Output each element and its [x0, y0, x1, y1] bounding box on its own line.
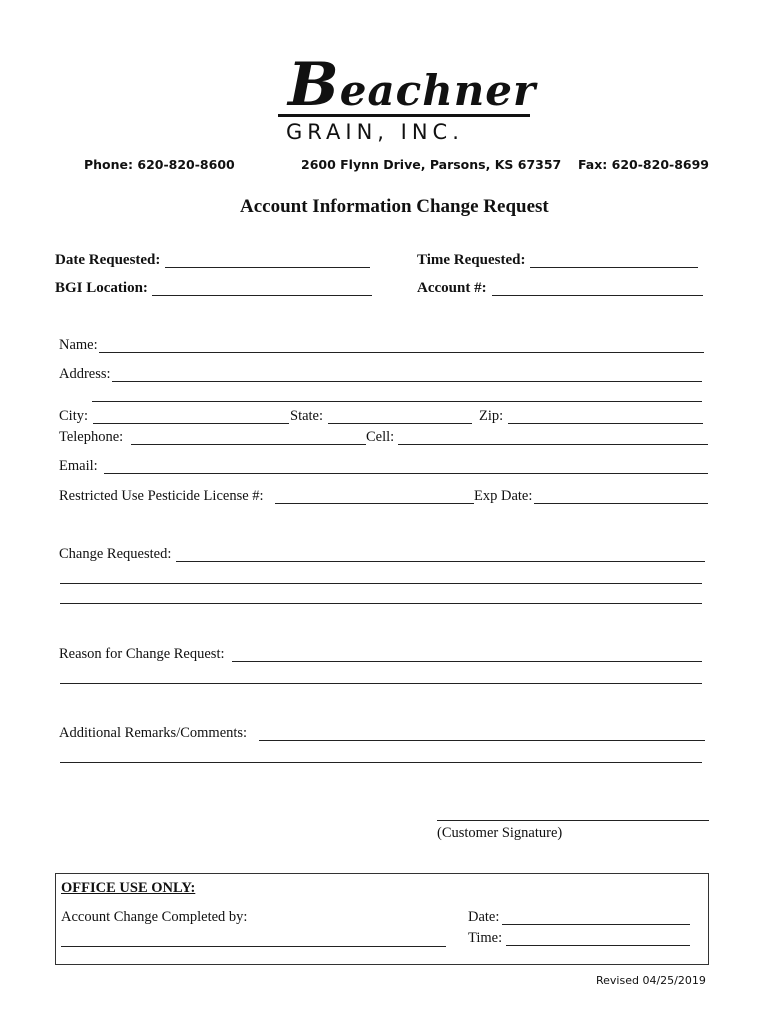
revision-date: Revised 04/25/2019: [596, 974, 706, 987]
completed-by-field[interactable]: [61, 946, 446, 947]
zip-field[interactable]: [508, 423, 703, 424]
name-label: Name:: [59, 337, 98, 353]
state-label: State:: [290, 408, 324, 424]
change-requested-label: Change Requested:: [59, 546, 172, 562]
name-field[interactable]: [99, 352, 704, 353]
account-number-label: Account #:: [417, 280, 487, 296]
logo-subtitle: GRAIN, INC.: [286, 120, 464, 144]
change-requested-field-line1[interactable]: [176, 561, 705, 562]
bgi-location-label: BGI Location:: [55, 280, 148, 296]
logo-rest: eachner: [339, 66, 537, 115]
cell-label: Cell:: [366, 429, 395, 445]
city-label: City:: [59, 408, 89, 424]
date-requested-label: Date Requested:: [55, 252, 161, 268]
change-requested-field-line2[interactable]: [60, 583, 702, 584]
account-number-field[interactable]: [492, 295, 703, 296]
city-field[interactable]: [93, 423, 289, 424]
reason-label: Reason for Change Request:: [59, 646, 225, 662]
exp-date-label: Exp Date:: [474, 488, 533, 504]
office-time-field[interactable]: [506, 945, 690, 946]
email-label: Email:: [59, 458, 98, 474]
zip-label: Zip:: [479, 408, 504, 424]
customer-signature-label: (Customer Signature): [437, 825, 563, 841]
address-field-line1[interactable]: [112, 381, 702, 382]
pesticide-license-label: Restricted Use Pesticide License #:: [59, 488, 264, 504]
state-field[interactable]: [328, 423, 472, 424]
date-requested-field[interactable]: [165, 267, 370, 268]
office-use-box: [55, 873, 709, 965]
pesticide-license-field[interactable]: [275, 503, 474, 504]
remarks-field-line1[interactable]: [259, 740, 705, 741]
address-field-line2[interactable]: [92, 401, 702, 402]
office-date-label: Date:: [468, 909, 500, 925]
completed-by-label: Account Change Completed by:: [61, 909, 248, 925]
office-date-field[interactable]: [502, 924, 690, 925]
time-requested-field[interactable]: [530, 267, 698, 268]
change-requested-field-line3[interactable]: [60, 603, 702, 604]
telephone-field[interactable]: [131, 444, 366, 445]
remarks-label: Additional Remarks/Comments:: [59, 725, 248, 741]
office-use-heading: OFFICE USE ONLY:: [61, 880, 196, 896]
fax-number: Fax: 620-820-8699: [578, 157, 710, 172]
reason-field-line1[interactable]: [232, 661, 702, 662]
logo-initial: B: [288, 50, 340, 120]
bgi-location-field[interactable]: [152, 295, 372, 296]
remarks-field-line2[interactable]: [60, 762, 702, 763]
address-label: Address:: [59, 366, 111, 382]
customer-signature-field[interactable]: [437, 820, 709, 821]
office-time-label: Time:: [468, 930, 503, 946]
time-requested-label: Time Requested:: [417, 252, 526, 268]
phone-number: Phone: 620-820-8600: [84, 157, 235, 172]
reason-field-line2[interactable]: [60, 683, 702, 684]
form-title: Account Information Change Request: [240, 196, 549, 217]
exp-date-field[interactable]: [534, 503, 708, 504]
cell-field[interactable]: [398, 444, 708, 445]
company-address: 2600 Flynn Drive, Parsons, KS 67357: [301, 157, 562, 172]
telephone-label: Telephone:: [59, 429, 124, 445]
logo-wordmark: [288, 50, 536, 120]
email-field[interactable]: [104, 473, 708, 474]
